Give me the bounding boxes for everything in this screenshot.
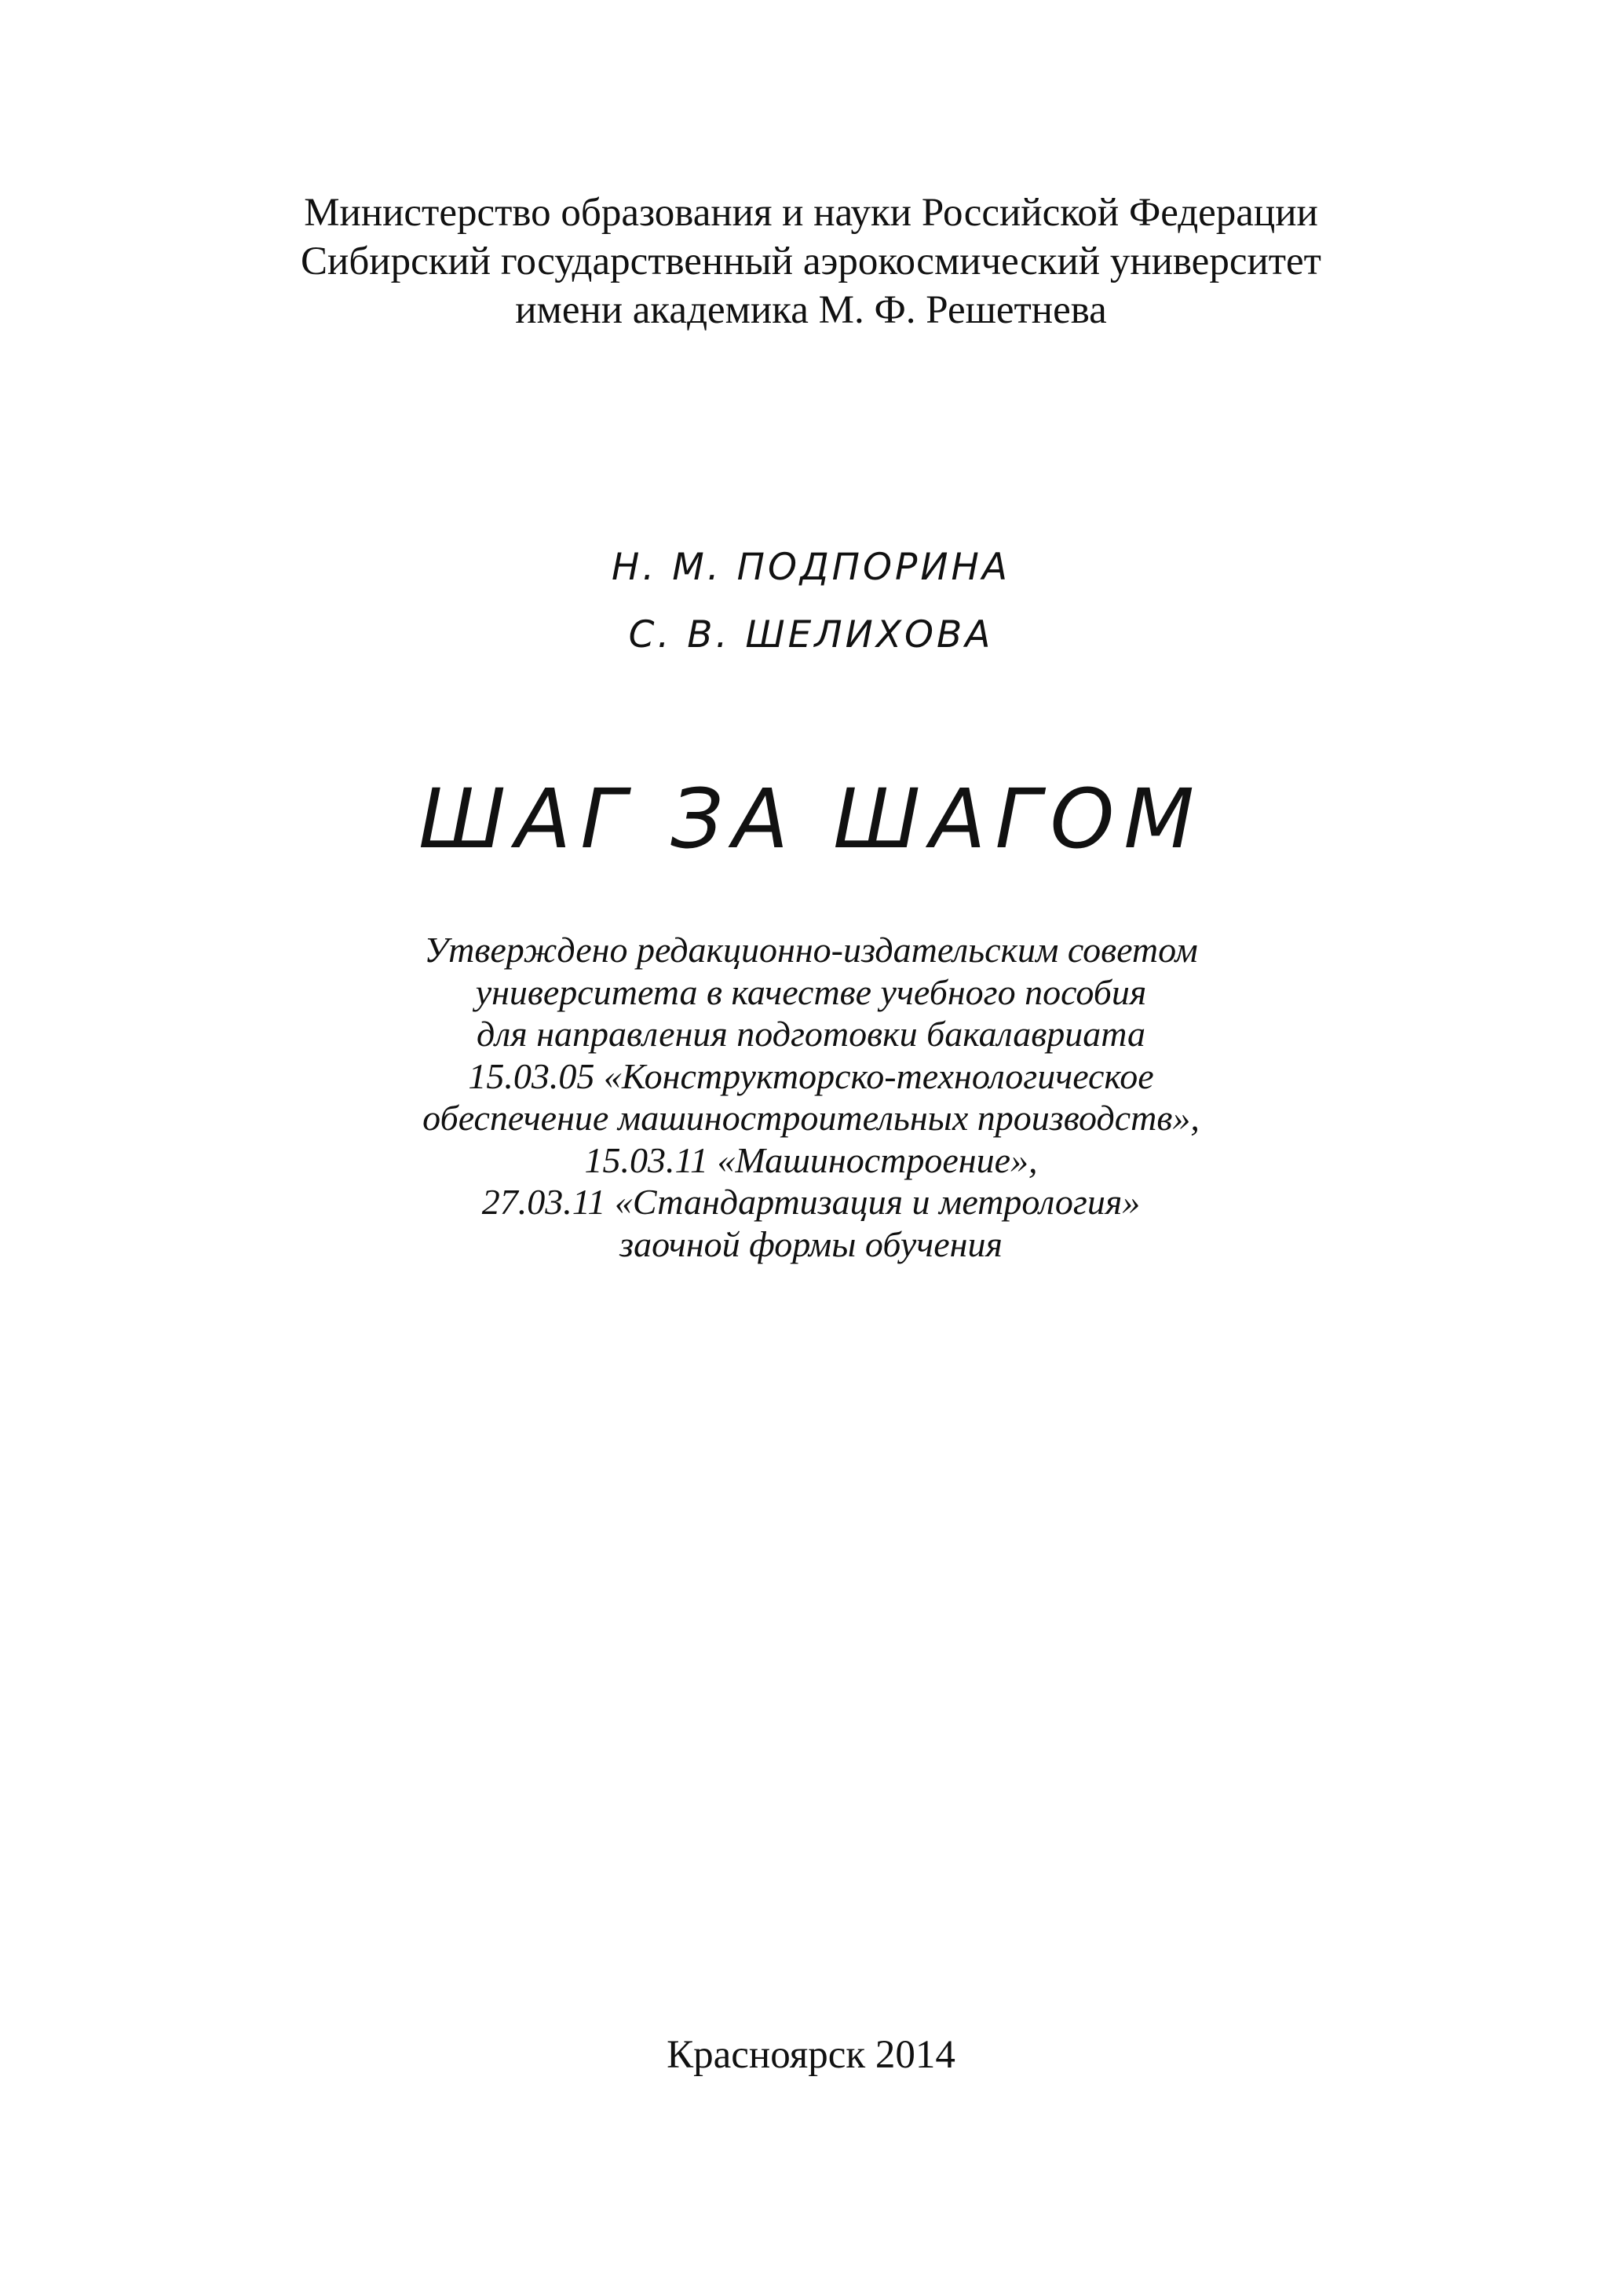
university-name-line: имени академика М. Ф. Решетнева	[515, 288, 1107, 332]
approval-line: 27.03.11 «Стандартизация и метрология»	[481, 1182, 1141, 1222]
author-1: Н. М. ПОДПОРИНА	[611, 546, 1011, 589]
approval-line: заочной формы обучения	[619, 1223, 1003, 1264]
university-line: Сибирский государственный аэрокосмический университет	[301, 239, 1321, 283]
approval-statement	[0, 929, 1622, 1265]
approval-line: Утверждено редакционно-издательским советом	[424, 930, 1198, 970]
city-year: Красноярск 2014	[667, 2033, 955, 2077]
approval-line: 15.03.11 «Машиностроение»,	[584, 1139, 1038, 1180]
approval-line: для направления подготовки бакалавриата	[476, 1014, 1145, 1054]
approval-line: 15.03.05 «Конструкторско-технологическое	[468, 1055, 1154, 1096]
book-title: ШАГ ЗА ШАГОМ	[418, 771, 1204, 867]
author-2: С. В. ШЕЛИХОВА	[628, 613, 994, 656]
authors-block	[0, 534, 1622, 669]
approval-line: университета в качестве учебного пособия	[475, 971, 1147, 1012]
institution-header	[0, 188, 1622, 335]
approval-line: обеспечение машиностроительных производств»,	[422, 1098, 1200, 1138]
ministry-line: Министерство образования и науки Российской Федерации	[304, 191, 1318, 235]
